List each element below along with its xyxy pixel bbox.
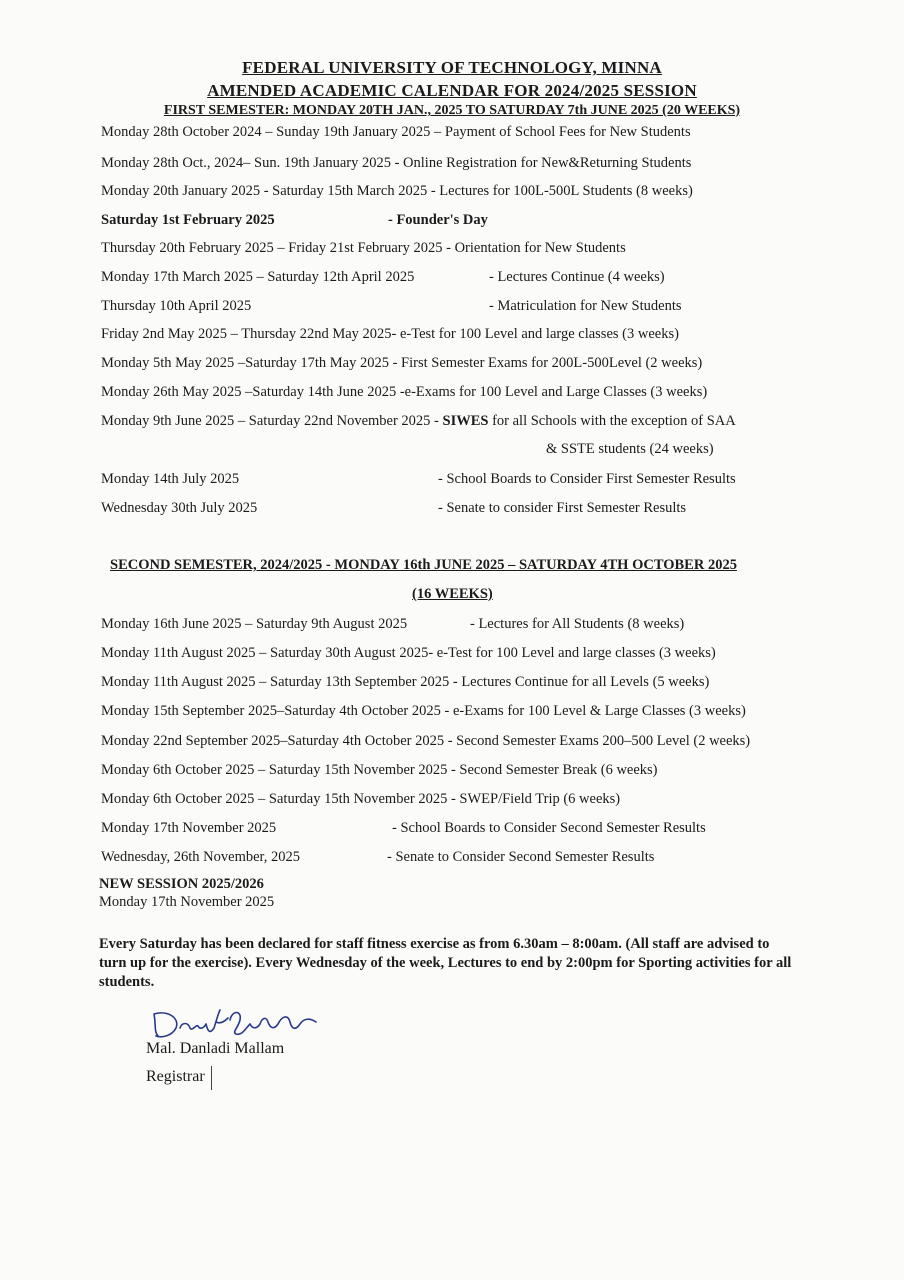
staff-fitness-notice: Every Saturday has been declared for staff fitness exercise as from 6.30am – 8:00am. (All staff are advised to turn up for the exercise). Every Wednesday of the week, Lectures to end by 2:00pm for Sporting activities for all students. <box>99 936 792 990</box>
siwes-suffix: for all Schools with the exception of SAA <box>488 413 736 429</box>
entry-lectures-all-date: Monday 16th June 2025 – Saturday 9th August 2025 <box>101 616 408 632</box>
entry-founders-day-date: Saturday 1st February 2025 <box>101 212 275 228</box>
entry-school-boards-second-event: - School Boards to Consider Second Semester Results <box>392 820 706 836</box>
entry-etest-second-semester: Monday 11th August 2025 – Saturday 30th August 2025- e-Test for 100 Level and large classes (3 weeks) <box>101 645 716 661</box>
entry-fees-new-students: Monday 28th October 2024 – Sunday 19th January 2025 – Payment of School Fees for New Students <box>101 124 691 140</box>
entry-school-boards-second-date: Monday 17th November 2025 <box>101 820 277 836</box>
signatory-name: Mal. Danladi Mallam <box>146 1040 285 1057</box>
entry-eexams-second-semester: Monday 15th September 2025–Saturday 4th October 2025 - e-Exams for 100 Level & Large Classes (3 weeks) <box>101 703 746 719</box>
entry-lectures-all-event: - Lectures for All Students (8 weeks) <box>470 616 685 632</box>
entry-eexams-first-semester: Monday 26th May 2025 –Saturday 14th June 2025 -e-Exams for 100 Level and Large Classes (3 weeks) <box>101 384 708 400</box>
entry-second-semester-break: Monday 6th October 2025 – Saturday 15th November 2025 - Second Semester Break (6 weeks) <box>101 762 658 778</box>
entry-first-semester-exams: Monday 5th May 2025 –Saturday 17th May 2025 - First Semester Exams for 200L-500Level (2 weeks) <box>101 355 703 371</box>
entry-online-registration: Monday 28th Oct., 2024– Sun. 19th January 2025 - Online Registration for New&Returning Students <box>101 155 692 171</box>
signatory-title: Registrar <box>146 1068 205 1085</box>
entry-senate-first-date: Wednesday 30th July 2025 <box>101 500 258 516</box>
entry-lectures-100l-500l: Monday 20th January 2025 - Saturday 15th March 2025 - Lectures for 100L-500L Students (8 weeks) <box>101 183 693 199</box>
second-semester-weeks: (16 WEEKS) <box>412 586 493 602</box>
entry-lectures-continue-event: - Lectures Continue (4 weeks) <box>489 269 665 285</box>
siwes-label: SIWES <box>442 413 489 429</box>
entry-matriculation-date: Thursday 10th April 2025 <box>101 298 252 314</box>
entry-matriculation-event: - Matriculation for New Students <box>489 298 682 314</box>
entry-siwes-continued: & SSTE students (24 weeks) <box>546 441 714 457</box>
new-session-date: Monday 17th November 2025 <box>99 894 275 910</box>
first-semester-heading: FIRST SEMESTER: MONDAY 20TH JAN., 2025 TO SATURDAY 7th JUNE 2025 (20 WEEKS) <box>163 103 741 118</box>
entry-school-boards-first-date: Monday 14th July 2025 <box>101 471 240 487</box>
entry-lectures-continue-all: Monday 11th August 2025 – Saturday 13th September 2025 - Lectures Continue for all Levels (5 weeks) <box>101 674 710 690</box>
second-semester-heading: SECOND SEMESTER, 2024/2025 - MONDAY 16th JUNE 2025 – SATURDAY 4TH OCTOBER 2025 <box>110 557 737 573</box>
entry-school-boards-first-event: - School Boards to Consider First Semester Results <box>438 471 736 487</box>
entry-founders-day-event: - Founder's Day <box>388 212 488 228</box>
entry-etest-first-semester: Friday 2nd May 2025 – Thursday 22nd May 2025- e-Test for 100 Level and large classes (3 weeks) <box>101 326 679 342</box>
entry-orientation: Thursday 20th February 2025 – Friday 21st February 2025 - Orientation for New Students <box>101 240 626 256</box>
entry-swep-field-trip: Monday 6th October 2025 – Saturday 15th November 2025 - SWEP/Field Trip (6 weeks) <box>101 791 621 807</box>
text-cursor-mark <box>211 1066 212 1090</box>
entry-senate-second-date: Wednesday, 26th November, 2025 <box>101 849 301 865</box>
university-title: FEDERAL UNIVERSITY OF TECHNOLOGY, MINNA <box>242 58 662 77</box>
entry-lectures-continue-date: Monday 17th March 2025 – Saturday 12th April 2025 <box>101 269 415 285</box>
entry-second-semester-exams: Monday 22nd September 2025–Saturday 4th October 2025 - Second Semester Exams 200–500 Level (2 weeks) <box>101 733 751 749</box>
entry-senate-first-event: - Senate to consider First Semester Results <box>438 500 687 516</box>
new-session-title: NEW SESSION 2025/2026 <box>99 876 264 892</box>
entry-siwes <box>101 413 736 430</box>
entry-senate-second-event: - Senate to Consider Second Semester Results <box>387 849 655 865</box>
siwes-prefix: Monday 9th June 2025 – Saturday 22nd November 2025 - <box>101 413 443 429</box>
calendar-title: AMENDED ACADEMIC CALENDAR FOR 2024/2025 SESSION <box>207 81 697 100</box>
